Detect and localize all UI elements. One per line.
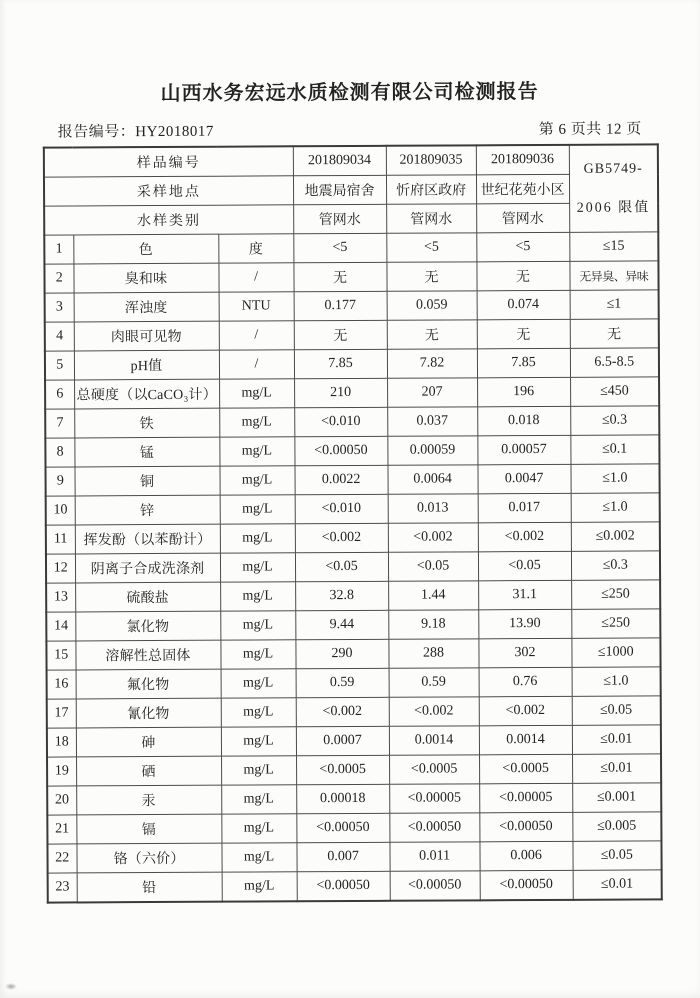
sample-id-2: 201809035 — [386, 145, 476, 175]
limit-value: ≤1 — [570, 290, 659, 319]
table-row — [45, 377, 659, 409]
table-row — [44, 261, 658, 293]
sample1-value: 7.85 — [294, 349, 387, 378]
sample2-value: 0.0064 — [388, 465, 478, 494]
row-number: 8 — [45, 438, 74, 467]
row-number: 14 — [46, 612, 75, 641]
sample1-value: 无 — [294, 320, 387, 349]
sample1-value: <0.010 — [294, 407, 387, 436]
limit-value: ≤0.01 — [573, 870, 662, 900]
sample3-value: 302 — [478, 638, 571, 667]
header-row-sample-type — [44, 203, 658, 235]
table-row — [46, 493, 660, 525]
sample2-value: 0.013 — [388, 494, 478, 523]
sample2-value: 9.18 — [388, 610, 478, 639]
sample2-value: 0.011 — [389, 842, 479, 871]
report-title: 山西水务宏远水质检测有限公司检测报告 — [160, 81, 539, 105]
row-number: 3 — [45, 293, 74, 322]
sample1-value: <0.010 — [295, 494, 388, 523]
report-number: 报告编号：HY2018017 — [57, 123, 214, 141]
sample2-value: <0.002 — [388, 523, 478, 552]
sample1-value: 32.8 — [295, 581, 388, 610]
limit-value: ≤0.001 — [572, 783, 661, 812]
limit-standard-header — [569, 144, 658, 232]
param-unit: / — [219, 321, 294, 350]
param-unit: mg/L — [219, 466, 294, 495]
row-number: 23 — [48, 873, 77, 903]
sample-type-1: 管网水 — [293, 204, 386, 233]
table-row — [47, 667, 661, 699]
limit-value: 无 — [570, 319, 659, 348]
param-name: 氟化物 — [76, 669, 221, 699]
sample2-value: <0.0005 — [389, 755, 479, 784]
row-number: 10 — [46, 496, 75, 525]
water-quality-results-table — [43, 143, 663, 903]
sampling-location-3: 世纪花苑小区 — [476, 174, 569, 203]
param-unit: mg/L — [220, 640, 295, 669]
param-name: 铬（六价） — [76, 843, 221, 873]
param-name: 砷 — [76, 727, 221, 757]
sample1-value: 0.0007 — [296, 726, 389, 755]
sample-type-3: 管网水 — [476, 203, 569, 232]
sample1-value: <0.00050 — [294, 436, 387, 465]
table-row — [47, 754, 661, 786]
limit-value: ≤0.002 — [571, 522, 660, 551]
table-row — [48, 870, 662, 903]
sample1-value: <0.05 — [295, 552, 388, 581]
param-name: 浑浊度 — [74, 292, 219, 322]
sample3-value: 无 — [476, 261, 569, 290]
sample3-value: <5 — [476, 232, 569, 261]
sample2-value: 1.44 — [388, 581, 478, 610]
sampling-location-2: 忻府区政府 — [386, 175, 476, 204]
row-number: 2 — [44, 264, 73, 293]
sample3-value: <0.00050 — [480, 870, 573, 900]
limit-value: ≤1000 — [571, 638, 660, 667]
row-number: 20 — [47, 786, 76, 815]
param-unit: / — [219, 350, 294, 379]
param-unit: mg/L — [221, 698, 296, 727]
table-row — [45, 319, 659, 351]
table-row — [46, 638, 660, 670]
row-number: 15 — [46, 641, 75, 670]
sample3-value: 0.76 — [479, 667, 572, 696]
sample3-value: 0.074 — [477, 290, 570, 319]
limit-value: 无异臭、异味 — [569, 261, 658, 290]
row-number: 18 — [47, 728, 76, 757]
param-name: 硒 — [76, 756, 221, 786]
sample3-value: 31.1 — [478, 580, 571, 609]
row-number: 4 — [45, 322, 74, 351]
param-name: 锰 — [74, 437, 219, 467]
results-table-body — [44, 232, 662, 903]
sample1-value: <0.00050 — [297, 871, 390, 901]
sample3-value: 13.90 — [478, 609, 571, 638]
limit-value: ≤450 — [570, 377, 659, 406]
limit-value: ≤0.3 — [571, 551, 660, 580]
param-unit: mg/L — [220, 524, 295, 553]
row-number: 7 — [45, 409, 74, 438]
sample2-value: 7.82 — [387, 349, 477, 378]
sample3-value: 无 — [477, 319, 570, 348]
sample1-value: <0.0005 — [296, 755, 389, 784]
sample-id-1: 201809034 — [293, 146, 386, 176]
sample3-value: <0.002 — [478, 522, 571, 551]
row-number: 13 — [46, 583, 75, 612]
param-name: 硫酸盐 — [75, 582, 220, 612]
param-unit: mg/L — [221, 727, 296, 756]
header-row-location — [44, 174, 658, 206]
table-row — [47, 696, 661, 728]
param-unit: NTU — [219, 292, 294, 321]
param-unit: mg/L — [221, 814, 296, 843]
param-name: 汞 — [76, 785, 221, 815]
sample1-value: 0.007 — [296, 842, 389, 871]
header-row-sample-id — [44, 144, 658, 177]
limit-value: ≤0.1 — [570, 435, 659, 464]
param-unit: mg/L — [221, 785, 296, 814]
table-row — [45, 406, 659, 438]
sample3-value: <0.0005 — [479, 754, 572, 783]
sample3-value: 0.0014 — [479, 725, 572, 754]
sample2-value: 无 — [387, 320, 477, 349]
sample2-value: 288 — [388, 639, 478, 668]
table-row — [46, 522, 660, 554]
limit-value: ≤15 — [569, 232, 658, 261]
sample3-value: <0.00050 — [479, 812, 572, 841]
sample2-value: 0.59 — [389, 668, 479, 697]
limit-value: ≤0.01 — [572, 754, 661, 783]
row-number: 11 — [46, 525, 75, 554]
table-header — [44, 144, 658, 235]
table-row — [46, 609, 660, 641]
limit-value: ≤1.0 — [571, 464, 660, 493]
sample1-value: 9.44 — [295, 610, 388, 639]
param-name: 镉 — [76, 814, 221, 844]
sample1-value: 210 — [294, 378, 387, 407]
sample3-value: <0.002 — [479, 696, 572, 725]
limit-value: ≤1.0 — [571, 493, 660, 522]
sample1-value: <0.002 — [296, 697, 389, 726]
sample2-value: <0.00050 — [390, 871, 480, 901]
sample1-value: <0.00050 — [296, 813, 389, 842]
table-row — [44, 232, 658, 264]
sampling-location-1: 地震局宿舍 — [293, 175, 386, 204]
limit-value: ≤0.3 — [570, 406, 659, 435]
param-name: 铁 — [74, 408, 219, 438]
sample3-value: <0.05 — [478, 551, 571, 580]
limit-value: ≤250 — [571, 609, 660, 638]
param-name: 铜 — [74, 466, 219, 496]
limit-value: ≤1.0 — [572, 667, 661, 696]
row-number: 19 — [47, 757, 76, 786]
sample1-value: 290 — [295, 639, 388, 668]
sample2-value: <5 — [386, 233, 476, 262]
sample-id-label: 样品编号 — [44, 146, 293, 177]
param-unit: mg/L — [222, 872, 297, 902]
limit-value: ≤0.05 — [572, 841, 661, 870]
param-name: 氰化物 — [76, 698, 221, 728]
sample3-value: <0.00005 — [479, 783, 572, 812]
param-name: 铅 — [77, 872, 222, 902]
row-number: 6 — [45, 380, 74, 409]
limit-value: ≤0.01 — [572, 725, 661, 754]
limit-value: ≤0.005 — [572, 812, 661, 841]
sample1-value: 0.177 — [294, 291, 387, 320]
sample2-value: 0.059 — [387, 291, 477, 320]
param-unit: mg/L — [219, 379, 294, 408]
sample-type-label: 水样类别 — [44, 205, 293, 235]
sample1-value: 0.59 — [296, 668, 389, 697]
param-name: 总硬度（以CaCO₃计） — [74, 379, 219, 409]
sample3-value: 196 — [477, 377, 570, 406]
sample2-value: 0.0014 — [389, 726, 479, 755]
sample1-value: 无 — [293, 262, 386, 291]
sample3-value: 0.018 — [477, 406, 570, 435]
sample2-value: <0.05 — [388, 552, 478, 581]
param-name: 色 — [73, 234, 218, 264]
param-name: 锌 — [75, 495, 220, 525]
param-unit: mg/L — [221, 843, 296, 872]
param-name: 氯化物 — [75, 611, 220, 641]
row-number: 5 — [45, 351, 74, 380]
table-row — [46, 580, 660, 612]
param-unit: mg/L — [220, 495, 295, 524]
sampling-location-label: 采样地点 — [44, 176, 293, 206]
param-unit: mg/L — [219, 437, 294, 466]
sample1-value: <0.002 — [295, 523, 388, 552]
param-unit: mg/L — [220, 611, 295, 640]
table-row — [45, 348, 659, 380]
sample2-value: <0.002 — [389, 697, 479, 726]
table-row — [45, 464, 659, 496]
param-unit: mg/L — [220, 553, 295, 582]
limit-standard-line2: 2006 限值 — [576, 200, 651, 216]
sample-id-3: 201809036 — [476, 145, 569, 175]
limit-value: 6.5-8.5 — [570, 348, 659, 377]
limit-standard-line1: GB5749- — [583, 161, 643, 177]
sample3-value: 0.017 — [478, 493, 571, 522]
param-unit: 度 — [218, 234, 293, 263]
table-row — [47, 812, 661, 844]
sample1-value: <5 — [293, 233, 386, 262]
sample1-value: 0.00018 — [296, 784, 389, 813]
param-name: 臭和味 — [73, 263, 218, 293]
param-name: 挥发酚（以苯酚计） — [75, 524, 220, 554]
limit-value: ≤250 — [571, 580, 660, 609]
sample2-value: 0.037 — [387, 407, 477, 436]
row-number: 12 — [46, 554, 75, 583]
param-unit: mg/L — [221, 669, 296, 698]
param-unit: mg/L — [220, 582, 295, 611]
param-name: 阴离子合成洗涤剂 — [75, 553, 220, 583]
sample2-value: <0.00005 — [389, 784, 479, 813]
meta-row — [0, 117, 700, 142]
sample2-value: 0.00059 — [387, 436, 477, 465]
table-row — [45, 435, 659, 467]
row-number: 9 — [45, 467, 74, 496]
param-name: 溶解性总固体 — [75, 640, 220, 670]
row-number: 17 — [47, 699, 76, 728]
row-number: 21 — [47, 815, 76, 844]
row-number: 16 — [47, 670, 76, 699]
sample3-value: 7.85 — [477, 348, 570, 377]
sample2-value: 207 — [387, 378, 477, 407]
sample3-value: 0.00057 — [477, 435, 570, 464]
sample2-value: <0.00050 — [389, 813, 479, 842]
table-row — [45, 290, 659, 322]
table-row — [47, 841, 661, 873]
param-unit: mg/L — [221, 756, 296, 785]
limit-value: ≤0.05 — [572, 696, 661, 725]
table-row — [47, 783, 661, 815]
sample1-value: 0.0022 — [295, 465, 388, 494]
sample-type-2: 管网水 — [386, 204, 476, 233]
sample2-value: 无 — [386, 262, 476, 291]
param-name: 肉眼可见物 — [74, 321, 219, 351]
table-row — [47, 725, 661, 757]
sample3-value: 0.006 — [479, 841, 572, 870]
row-number: 22 — [47, 844, 76, 873]
param-unit: mg/L — [219, 408, 294, 437]
page-indicator: 第 6 页共 12 页 — [538, 121, 642, 139]
sample3-value: 0.0047 — [478, 464, 571, 493]
table-row — [46, 551, 660, 583]
row-number: 1 — [44, 235, 73, 264]
param-unit: / — [218, 263, 293, 292]
param-name: pH值 — [74, 350, 219, 380]
